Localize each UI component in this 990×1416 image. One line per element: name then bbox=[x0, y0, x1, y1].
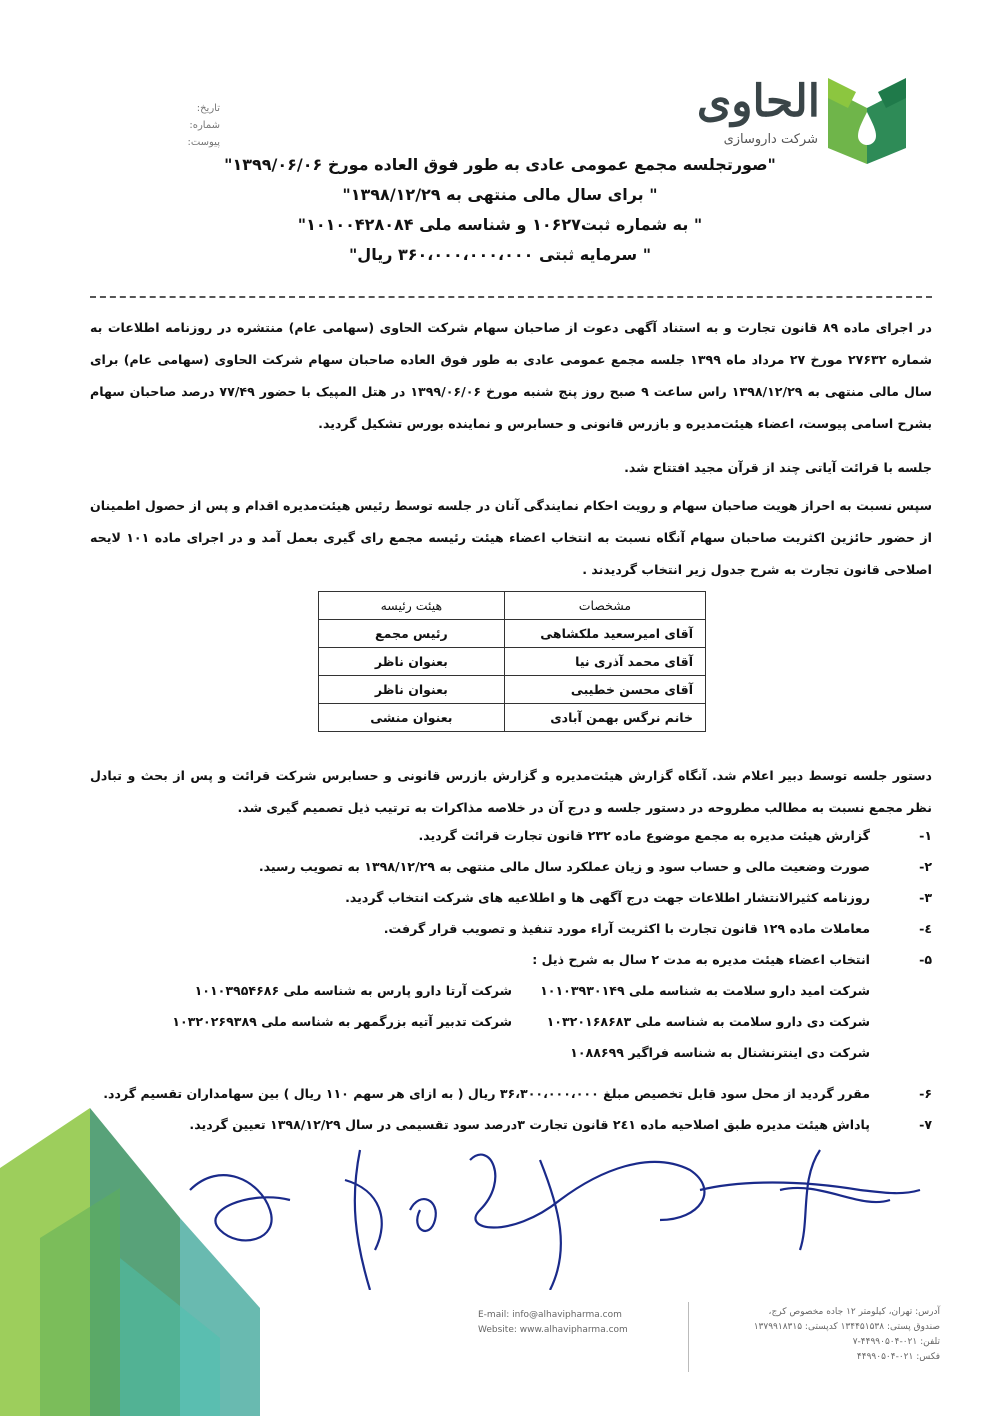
footer-website: Website: www.alhavipharma.com bbox=[478, 1325, 628, 1335]
member-name: آقای امیرسعید ملکشاهی bbox=[504, 620, 705, 648]
table-header-cell: هیئت رئیسه bbox=[319, 592, 505, 620]
table-header-cell: مشخصات bbox=[504, 592, 705, 620]
list-item bbox=[180, 882, 932, 913]
list-item bbox=[90, 1078, 932, 1109]
company-entry: شرکت دی اینترنشنال به شناسه فراگیر ۱۰۸۸۶۹۹ bbox=[570, 1045, 870, 1060]
opening-paragraph: جلسه با قرائت آیاتی چند از قرآن مجید افتتاح شد. bbox=[624, 460, 932, 475]
table-row bbox=[319, 620, 706, 648]
footer-address-line: آدرس: تهران، کیلومتر ۱۲ جاده مخصوص کرج، bbox=[768, 1307, 940, 1317]
footer-address bbox=[700, 1305, 940, 1365]
header-divider bbox=[90, 296, 932, 298]
footer-divider bbox=[688, 1302, 689, 1372]
item-number: ۱- bbox=[919, 828, 932, 843]
table-header-row bbox=[319, 592, 706, 620]
title-line-1: "صورتجلسه مجمع عمومی عادی به طور فوق العاده مورخ ۱۳۹۹/۰۶/۰۶" bbox=[224, 155, 776, 174]
company-logo-icon bbox=[828, 78, 906, 164]
letter-meta bbox=[160, 100, 220, 151]
footer-email: E-mail: info@alhavipharma.com bbox=[478, 1310, 622, 1320]
item-text: گزارش هیئت مدیره به مجمع موضوع ماده ۲۳۲ قانون تجارت قرائت گردید. bbox=[418, 828, 870, 843]
company-entry: شرکت امید دارو سلامت به شناسه ملی ۱۰۱۰۳۹۳۰۱۴۹ bbox=[540, 983, 870, 998]
signatures-icon bbox=[180, 1120, 940, 1290]
resolutions-list bbox=[172, 820, 932, 1068]
item-text: روزنامه کثیرالانتشار اطلاعات جهت درج آگهی ها و اطلاعیه های شرکت انتخاب گردید. bbox=[345, 890, 870, 905]
item-number: ٤- bbox=[919, 921, 932, 936]
agenda-paragraph: دستور جلسه توسط دبیر اعلام شد. آنگاه گزارش هیئت‌مدیره و گزارش بازرس قانونی و حسابرس شرکت قرائت و پس از بحث و تبادل نظر مجمع نسبت به مطالب مطروحه در دستور جلسه و درج آن در خلاصه مذاکرات به ترتیب ذیل تصمیم گیری شد. bbox=[90, 768, 932, 815]
item-number: ۶- bbox=[919, 1086, 932, 1101]
title-line-2: " برای سال مالی منتهی به ۱۳۹۸/۱۲/۲۹" bbox=[342, 185, 658, 204]
intro-paragraph: در اجرای ماده ۸۹ قانون تجارت و به استناد آگهی دعوت از صاحبان سهام شرکت الحاوی (سهامی عام) منتشره در روزنامه اطلاعات به شماره ۲۷۶۳۲ مورخ ۲۷ مرداد ماه ۱۳۹۹ جلسه مجمع عمومی عادی به طور فوق العاده صاحبان سهام شرکت الحاوی (سهامی عام) برای سال مالی منتهی به ۱۳۹۸/۱۲/۲۹ راس ساعت ۹ صبح روز پنج شنبه مورخ ۱۳۹۹/۰۶/۰۶ در هتل المپیک با حضور ۷۷/۴۹ درصد صاحبان سهام بشرح اسامی پیوست، اعضاء هیئت‌مدیره و بازرس قانونی و حسابرس و نماینده بورس تشکیل گردید. bbox=[90, 320, 933, 431]
meta-date-label: تاریخ: bbox=[196, 103, 220, 114]
company-entry: شرکت دی دارو سلامت به شناسه ملی ۱۰۳۲۰۱۶۸۶۸۳ bbox=[546, 1014, 870, 1029]
title-line-4: " سرمایه ثبتی ۳۶۰،۰۰۰،۰۰۰،۰۰۰ ریال" bbox=[348, 245, 652, 264]
company-entry: شرکت تدبیر آتیه بزرگمهر به شناسه ملی ۱۰۳۲۰۲۶۹۳۸۹ bbox=[172, 1014, 512, 1029]
item-number: ۵- bbox=[919, 952, 932, 967]
document-title bbox=[220, 150, 780, 270]
table-row bbox=[319, 676, 706, 704]
item-number: ۳- bbox=[919, 890, 932, 905]
list-item bbox=[180, 820, 932, 851]
member-role: رئیس مجمع bbox=[319, 620, 505, 648]
list-item bbox=[180, 913, 932, 944]
list-item bbox=[180, 944, 932, 975]
footer-contact bbox=[478, 1308, 678, 1338]
board-table bbox=[318, 591, 706, 732]
item-text: مقرر گردید از محل سود قابل تخصیص مبلغ ۳۶،۳۰۰،۰۰۰،۰۰۰ ریال ( به ازای هر سهم ۱۱۰ ریال ) بین سهامداران تقسیم گردد. bbox=[103, 1086, 870, 1101]
member-name: خانم نرگس بهمن آبادی bbox=[504, 704, 705, 732]
company-row bbox=[180, 1037, 932, 1068]
item-text: صورت وضعیت مالی و حساب سود و زیان عملکرد سال مالی منتهی به ۱۳۹۸/۱۲/۲۹ به تصویب رسید. bbox=[258, 859, 870, 874]
footer-address-line: صندوق پستی: ۱۳۴۴۵۱۵۳۸ کدپستی: ۱۳۷۹۹۱۸۳۱۵ bbox=[753, 1322, 940, 1332]
footer-address-line: فکس: ۰۲۱-۴۴۹۹۰۵۰۴ bbox=[856, 1352, 940, 1362]
table-row bbox=[319, 704, 706, 732]
member-role: بعنوان منشی bbox=[319, 704, 505, 732]
company-row bbox=[180, 975, 932, 1006]
item-number: ۲- bbox=[919, 859, 932, 874]
list-item bbox=[180, 851, 932, 882]
meta-attachment-label: پیوست: bbox=[187, 137, 220, 148]
election-paragraph: سپس نسبت به احراز هویت صاحبان سهام و رویت احکام نمایندگی آنان در جلسه توسط رئیس هیئت‌مدیره اقدام و پس از حصول اطمینان از حضور حائزین اکثریت صاحبان سهام آنگاه نسبت به انتخاب اعضاء هیئت رئیسه مجمع رای گیری بعمل آمد و در اجرای ماده ۱۰۱ لایحه اصلاحی قانون تجارت به شرح جدول زیر انتخاب گردیدند . bbox=[90, 498, 932, 577]
footer-address-line: تلفن: ۰۲۱-۴۴۹۹۰۵۰۴-۷ bbox=[852, 1337, 940, 1347]
item-text: معاملات ماده ۱۲۹ قانون تجارت با اکثریت آراء مورد تنفیذ و تصویب قرار گرفت. bbox=[383, 921, 870, 936]
item-text: انتخاب اعضاء هیئت مدیره به مدت ۲ سال به شرح ذیل : bbox=[532, 952, 870, 967]
title-line-3: " به شماره ثبت۱۰۶۲۷ و شناسه ملی ۱۰۱۰۰۴۲۸۰۸۴" bbox=[297, 215, 703, 234]
company-logo-text: الحاوی bbox=[696, 76, 820, 127]
meta-number-label: شماره: bbox=[189, 120, 220, 131]
company-logo-subtitle: شرکت داروسازی bbox=[723, 132, 818, 147]
company-entry: شرکت آرتا دارو پارس به شناسه ملی ۱۰۱۰۳۹۵۴۶۸۶ bbox=[194, 983, 512, 998]
member-name: آقای محمد آذری نیا bbox=[504, 648, 705, 676]
member-role: بعنوان ناظر bbox=[319, 676, 505, 704]
member-name: آقای محسن خطیبی bbox=[504, 676, 705, 704]
company-row bbox=[172, 1006, 932, 1037]
member-role: بعنوان ناظر bbox=[319, 648, 505, 676]
item-text: پاداش هیئت مدیره طبق اصلاحیه ماده ۲٤۱ قانون تجارت ۳درصد سود تقسیمی در سال ۱۳۹۸/۱۲/۲۹ تعیین گردید. bbox=[189, 1117, 870, 1132]
item-number: ۷- bbox=[919, 1117, 932, 1132]
table-row bbox=[319, 648, 706, 676]
